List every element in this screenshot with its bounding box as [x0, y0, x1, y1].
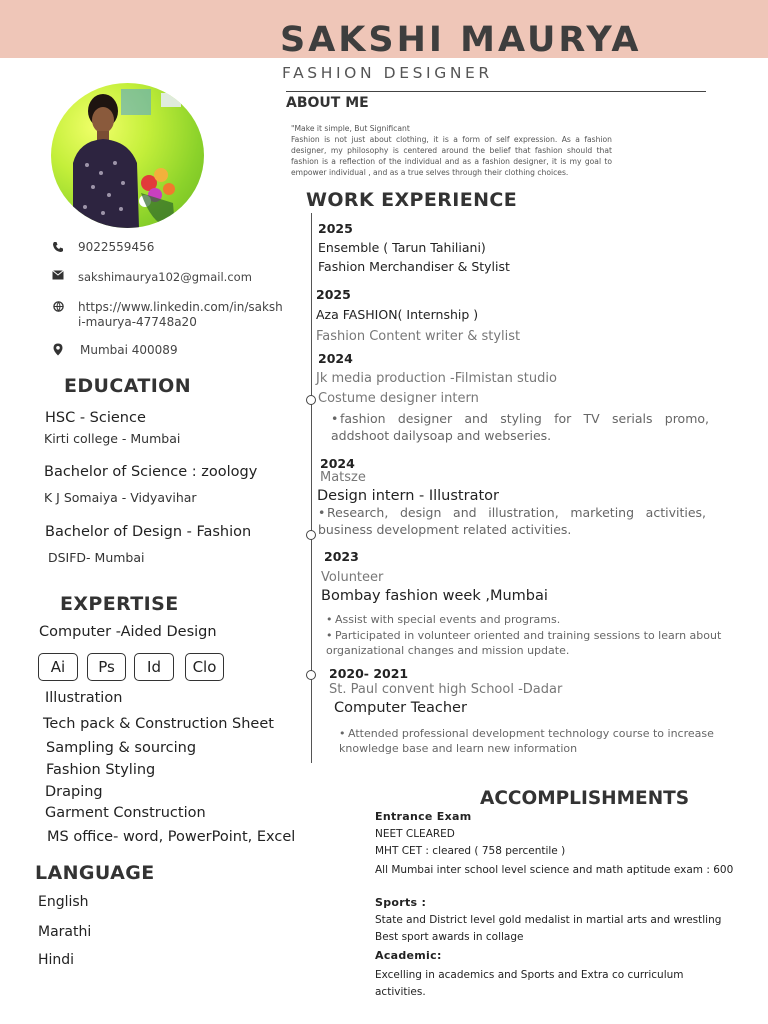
expertise-heading: EXPERTISE	[60, 593, 179, 615]
accomplishment-category: Sports :	[375, 896, 427, 909]
work-bullet: • Research, design and illustration, marketing activities, business development related activities.	[318, 505, 706, 537]
job-role: FASHION DESIGNER	[282, 64, 493, 82]
work-title: Fashion Merchandiser & Stylist	[318, 259, 510, 274]
profile-photo	[51, 83, 204, 228]
software-badge-indesign: Id	[134, 653, 174, 681]
software-badge-photoshop: Ps	[87, 653, 126, 681]
phone-number[interactable]: 9022559456	[78, 240, 155, 254]
about-paragraph: Fashion is not just about clothing, it is a form of self expression. As a fashion designer, my philosophy is centered around the belief that fashion should that fashion is a reflection of the individual and as a fashion designer, it is my goal to empower individual , and as a true selves through their clothing choices.	[291, 135, 612, 177]
education-degree: HSC - Science	[45, 410, 146, 426]
work-year: 2024	[318, 351, 353, 366]
education-school: DSIFD- Mumbai	[48, 550, 145, 565]
work-company: Matsze	[320, 470, 366, 485]
work-bullet: • Attended professional development technology course to increase knowledge base and learn new information	[339, 727, 714, 755]
mail-icon	[51, 270, 65, 284]
accomplishment-category: Entrance Exam	[375, 810, 472, 823]
work-year: 2024	[320, 456, 355, 471]
phone-icon	[51, 241, 65, 255]
location-text: Mumbai 400089	[80, 343, 178, 357]
expertise-item: Computer -Aided Design	[39, 624, 217, 640]
work-bullet-text: fashion designer and styling for TV serials promo, addshoot dailysoap and webseries.	[331, 411, 709, 443]
work-company: Volunteer	[321, 570, 384, 585]
software-badge-illustrator: Ai	[38, 653, 78, 681]
education-school: K J Somaiya - Vidyavihar	[44, 490, 197, 505]
software-badge-clo: Clo	[185, 653, 224, 681]
work-company: Ensemble ( Tarun Tahiliani)	[318, 240, 486, 255]
resume-name: SAKSHI MAURYA	[280, 20, 642, 60]
work-company: St. Paul convent high School -Dadar	[329, 682, 563, 697]
work-bullet: • Assist with special events and programs.	[326, 613, 561, 626]
linkedin-url[interactable]	[78, 300, 283, 330]
location-pin-icon	[51, 343, 65, 357]
education-degree: Bachelor of Design - Fashion	[45, 524, 252, 540]
expertise-item: Tech pack & Construction Sheet	[43, 716, 274, 732]
work-title: Computer Teacher	[334, 700, 467, 716]
about-quote: "Make it simple, But Significant	[291, 124, 410, 133]
accomplishment-category: Academic:	[375, 949, 442, 962]
work-experience-heading: WORK EXPERIENCE	[306, 189, 518, 211]
education-heading: EDUCATION	[64, 375, 192, 397]
education-degree: Bachelor of Science : zoology	[44, 464, 258, 480]
work-company: Jk media production -Filmistan studio	[316, 371, 557, 386]
expertise-item: Fashion Styling	[46, 762, 156, 778]
timeline-dot	[306, 530, 316, 540]
accomplishment-item: Excelling in academics and Sports and Extra co curriculum activities.	[375, 969, 684, 998]
work-year: 2025	[318, 221, 353, 236]
expertise-item: MS office- word, PowerPoint, Excel	[47, 829, 296, 845]
header-divider	[286, 91, 706, 92]
accomplishments-heading: ACCOMPLISHMENTS	[480, 788, 690, 809]
work-bullet-text: Assist with special events and programs.	[335, 613, 561, 626]
work-year: 2020- 2021	[329, 666, 409, 681]
language-item: Hindi	[38, 952, 75, 968]
accomplishment-item: MHT CET : cleared ( 758 percentile )	[375, 845, 566, 857]
work-year: 2025	[316, 287, 351, 302]
about-text	[291, 123, 612, 178]
accomplishment-item: NEET CLEARED	[375, 828, 455, 840]
linkedin-icon	[51, 301, 65, 315]
work-title: Design intern - Illustrator	[317, 488, 499, 504]
work-bullet-text: Attended professional development technology course to increase knowledge base and learn new information	[339, 727, 714, 755]
timeline-line	[311, 213, 312, 763]
work-year: 2023	[324, 549, 359, 564]
work-title: Fashion Content writer & stylist	[316, 329, 521, 344]
expertise-item: Garment Construction	[45, 805, 206, 821]
timeline-dot	[306, 670, 316, 680]
expertise-item: Illustration	[45, 690, 123, 706]
expertise-item: Sampling & sourcing	[46, 740, 197, 756]
accomplishment-item: State and District level gold medalist in martial arts and wrestling	[375, 914, 722, 926]
work-bullet: • Participated in volunteer oriented and training sessions to learn about organizational changes and mission update.	[326, 629, 722, 657]
accomplishment-item: Best sport awards in collage	[375, 931, 524, 943]
work-bullet-text: Research, design and illustration, marketing activities, business development related activities.	[318, 505, 706, 537]
work-bullet: • fashion designer and styling for TV serials promo, addshoot dailysoap and webseries.	[331, 411, 709, 443]
work-company: Aza FASHION( Internship )	[316, 307, 479, 322]
work-title: Bombay fashion week ,Mumbai	[321, 588, 548, 604]
language-heading: LANGUAGE	[35, 862, 155, 884]
email-address[interactable]: sakshimaurya102@gmail.com	[78, 270, 252, 284]
timeline-dot	[306, 395, 316, 405]
education-school: Kirti college - Mumbai	[44, 431, 181, 446]
language-item: English	[38, 894, 89, 910]
expertise-item: Draping	[45, 784, 103, 800]
about-heading: ABOUT ME	[286, 95, 369, 111]
linkedin-line-2: i-maurya-47748a20	[78, 315, 197, 329]
work-title: Costume designer intern	[318, 391, 479, 406]
accomplishment-item: All Mumbai inter school level science and math aptitude exam : 600	[375, 864, 734, 876]
language-item: Marathi	[38, 924, 92, 940]
linkedin-line-1: https://www.linkedin.com/in/saksh	[78, 300, 283, 314]
work-bullet-text: Participated in volunteer oriented and training sessions to learn about organizational changes and mission update.	[326, 629, 722, 657]
